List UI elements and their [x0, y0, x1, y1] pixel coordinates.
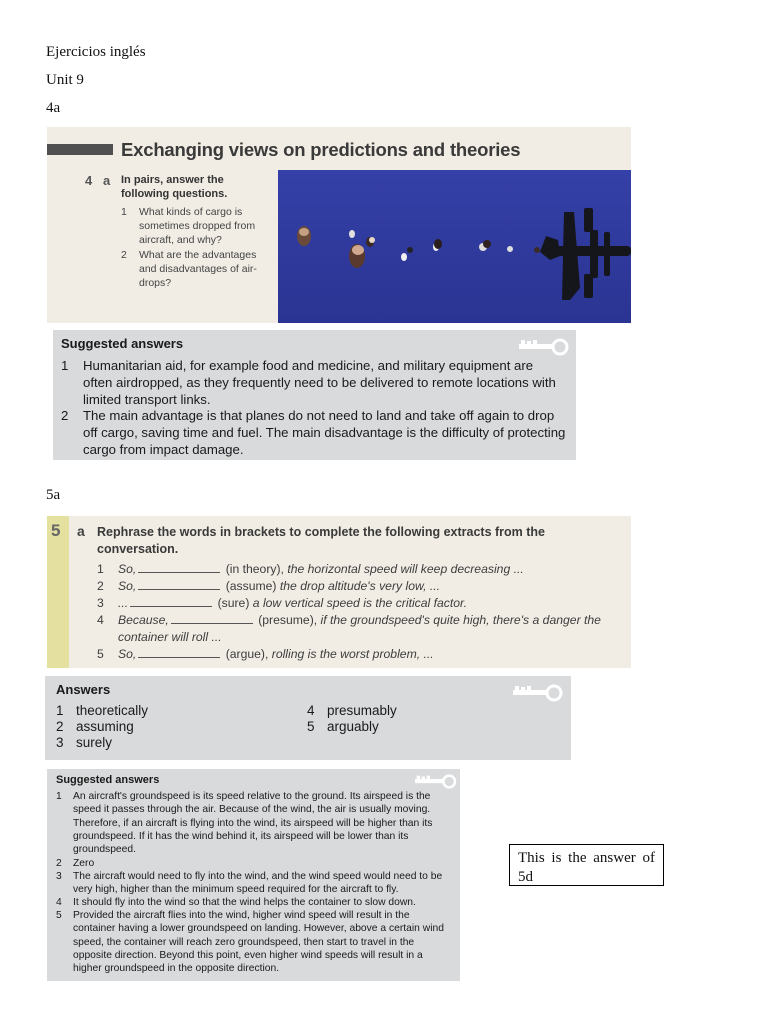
answer-text: It should fly into the wind so that the wind helps the container to slow down.: [73, 897, 416, 908]
answer-number: 1: [56, 791, 62, 802]
exercise-label-5a: 5a: [46, 487, 61, 503]
bracket-hint: (presume),: [258, 613, 318, 627]
answers-title: Suggested answers: [61, 336, 184, 351]
line-text: the horizontal speed will keep decreasing ...: [287, 562, 524, 576]
answers-5a: [45, 676, 571, 760]
exercise-4-question: [121, 205, 271, 247]
answer-number: 2: [61, 408, 69, 423]
line-lead: So,: [118, 647, 137, 661]
exercise-4-letter: a: [103, 173, 111, 188]
answers-title: Answers: [56, 682, 111, 697]
line-text: a low vertical speed is the critical factor.: [252, 596, 468, 610]
bracket-hint: (sure): [217, 596, 250, 610]
key-icon: [511, 684, 563, 702]
answer-text: Zero: [73, 858, 95, 869]
heading-bar: [47, 144, 113, 155]
unit-label: Unit 9: [46, 72, 84, 88]
answer-item: [307, 702, 397, 719]
extract-line: [97, 612, 617, 646]
answer-blank: [138, 647, 220, 658]
answer-number: 3: [56, 871, 62, 882]
answer-text: presumably: [327, 703, 397, 718]
answer-item: [56, 909, 452, 975]
exercise-4-intro: In pairs, answer the following questions.: [121, 174, 228, 200]
answer-item: [307, 718, 379, 735]
bracket-hint: (assume): [225, 579, 277, 593]
line-number: 2: [97, 579, 104, 593]
key-icon: [413, 774, 457, 789]
extract-line: [97, 646, 617, 663]
exercise-4-question: [121, 248, 271, 290]
answer-text: The aircraft would need to fly into the wind, and the wind speed would need to be very high, higher than the minimum speed required for the aircraft to fly.: [73, 871, 443, 896]
answer-number: 2: [56, 719, 64, 734]
bracket-hint: (argue),: [225, 647, 269, 661]
exercise-5-number: 5: [51, 521, 61, 540]
line-text: the drop altitude's very low, ...: [279, 579, 441, 593]
suggested-answers-4a: [53, 330, 576, 460]
note-text-box: This is the answer of 5d: [509, 844, 664, 886]
exercise-5-instruction: Rephrase the words in brackets to complete the following extracts from the conversation.: [97, 525, 546, 556]
answer-number: 1: [61, 358, 69, 373]
line-lead: Because,: [118, 613, 169, 627]
answers-title: Suggested answers: [56, 774, 160, 786]
answer-text: theoretically: [76, 703, 149, 718]
answer-item: [56, 857, 452, 870]
bracket-hint: (in theory),: [225, 562, 284, 576]
exercise-5-letter: a: [77, 523, 85, 539]
answer-blank: [171, 613, 253, 624]
answer-text: Humanitarian aid, for example food and medicine, and military equipment are often airdropped, as they frequently need to be delivered to remote locations with limited transport links.: [83, 358, 556, 407]
exercise-4a-image: [47, 127, 631, 323]
answer-number: 3: [56, 735, 64, 750]
answer-item: [56, 896, 452, 909]
answer-number: 1: [56, 703, 64, 718]
answer-item: [61, 407, 566, 458]
airdrop-photo: [278, 170, 631, 323]
exercise-5a-image: [47, 516, 631, 668]
answer-text: The main advantage is that planes do not need to land and take off again to drop off cargo, saving time and fuel. The main disadvantage is the difficulty of protecting cargo from impact damage.: [83, 408, 566, 457]
answer-blank: [138, 579, 220, 590]
parachute-icon: [349, 244, 365, 268]
exercise-4-number: 4: [85, 173, 93, 188]
line-text: rolling is the worst problem, ...: [271, 647, 434, 661]
extract-line: [97, 595, 617, 612]
line-text: if the groundspeed's quite high, there's a danger the container will roll ...: [118, 613, 601, 644]
answer-text: An aircraft's groundspeed is its speed relative to the ground. Its airspeed is the speed it passes through the air. Because of the wind, the air is usually moving. Therefore, if an aircraft is flying into the wind, its airspeed will be higher than its groundspeed. If it has the wind behind it, its airspeed will be lower than its groundspeed.: [73, 791, 433, 856]
answer-item: [56, 790, 452, 856]
question-text: What kinds of cargo is sometimes dropped from aircraft, and why?: [139, 206, 256, 246]
answer-number: 5: [307, 719, 315, 734]
question-text: What are the advantages and disadvantages of air-drops?: [139, 249, 257, 289]
answer-text: surely: [76, 735, 113, 750]
exercise-label-4a: 4a: [46, 100, 61, 116]
answer-text: assuming: [76, 719, 134, 734]
line-number: 4: [97, 613, 104, 627]
parachute-icon: [297, 226, 311, 246]
extract-line: [97, 578, 617, 595]
answer-number: 4: [307, 703, 315, 718]
line-number: 1: [97, 562, 104, 576]
answer-item: [56, 718, 134, 735]
exercise-4-heading: Exchanging views on predictions and theories: [121, 139, 521, 160]
answer-blank: [138, 562, 220, 573]
line-lead: So,: [118, 562, 137, 576]
line-number: 3: [97, 596, 104, 610]
line-lead: So,: [118, 579, 137, 593]
answer-blank: [130, 596, 212, 607]
line-lead: ...: [118, 596, 129, 610]
answer-text: arguably: [327, 719, 379, 734]
key-icon: [517, 338, 569, 356]
answer-number: 2: [56, 858, 62, 869]
question-number: 2: [121, 249, 127, 261]
suggested-answers-5d: [47, 769, 460, 981]
line-number: 5: [97, 647, 104, 661]
answer-number: 5: [56, 910, 62, 921]
extract-line: [97, 561, 617, 578]
answer-item: [56, 870, 452, 897]
answer-item: [56, 702, 148, 719]
answer-text: Provided the aircraft flies into the wind, higher wind speed will result in the container having a lower groundspeed on landing. However, above a certain wind speed, the container will reach zero groundspeed, then start to travel in the opposite direction. Beyond this point, even higher wind speeds will result in a higher groundspeed in the opposite direction.: [73, 910, 444, 975]
answer-item: [56, 734, 112, 751]
question-number: 1: [121, 206, 127, 218]
answer-item: [61, 357, 566, 408]
document-title: Ejercicios inglés: [46, 44, 146, 60]
answer-number: 4: [56, 897, 62, 908]
